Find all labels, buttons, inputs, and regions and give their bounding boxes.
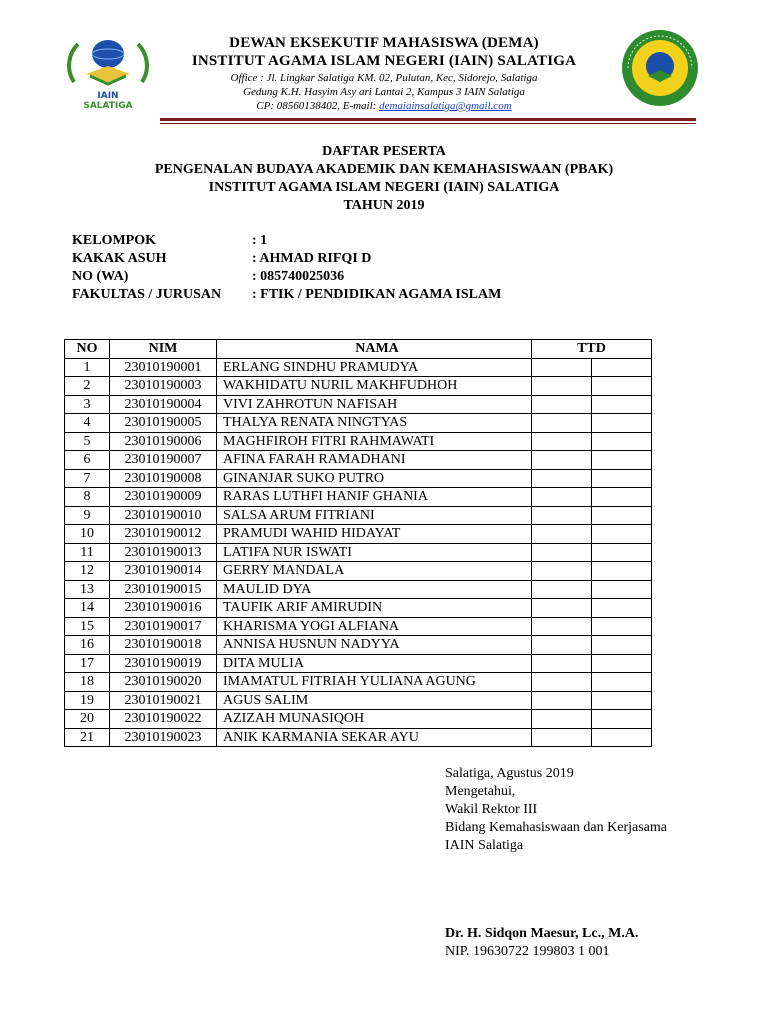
- row-nama: PRAMUDI WAHID HIDAYAT: [217, 525, 532, 544]
- row-ttd-left: [532, 469, 592, 488]
- row-no: 8: [65, 488, 110, 507]
- row-ttd-left: [532, 691, 592, 710]
- row-nim: 23010190001: [110, 358, 217, 377]
- table-row: [65, 599, 652, 618]
- faculty-value: : FTIK / PENDIDIKAN AGAMA ISLAM: [252, 287, 502, 302]
- group-value: : 1: [252, 233, 268, 248]
- row-nim: 23010190007: [110, 451, 217, 470]
- row-ttd-left: [532, 728, 592, 747]
- row-ttd-left: [532, 636, 592, 655]
- row-nama: WAKHIDATU NURIL MAKHFUDHOH: [217, 377, 532, 396]
- row-ttd-right: [592, 543, 652, 562]
- row-no: 9: [65, 506, 110, 525]
- row-nim: 23010190017: [110, 617, 217, 636]
- row-ttd-right: [592, 562, 652, 581]
- row-no: 3: [65, 395, 110, 414]
- table-body: [65, 358, 652, 747]
- table-header-row: [65, 340, 652, 359]
- organization-name: DEWAN EKSEKUTIF MAHASISWA (DEMA): [229, 35, 539, 51]
- row-ttd-left: [532, 451, 592, 470]
- row-ttd-right: [592, 525, 652, 544]
- row-no: 7: [65, 469, 110, 488]
- header-no: NO: [65, 340, 110, 359]
- header-divider-thin: [160, 123, 696, 124]
- row-nim: 23010190023: [110, 728, 217, 747]
- row-ttd-right: [592, 654, 652, 673]
- table-row: [65, 358, 652, 377]
- row-no: 1: [65, 358, 110, 377]
- row-ttd-left: [532, 377, 592, 396]
- row-nim: 23010190006: [110, 432, 217, 451]
- row-nim: 23010190015: [110, 580, 217, 599]
- table-row: [65, 395, 652, 414]
- table-row: [65, 617, 652, 636]
- row-nama: LATIFA NUR ISWATI: [217, 543, 532, 562]
- row-nama: ERLANG SINDHU PRAMUDYA: [217, 358, 532, 377]
- row-no: 17: [65, 654, 110, 673]
- table-row: [65, 691, 652, 710]
- row-nim: 23010190020: [110, 673, 217, 692]
- row-ttd-right: [592, 358, 652, 377]
- year-title: TAHUN 2019: [343, 198, 425, 213]
- row-ttd-right: [592, 673, 652, 692]
- header-ttd: TTD: [532, 340, 652, 359]
- header-nim: NIM: [110, 340, 217, 359]
- signatory-nip: NIP. 19630722 199803 1 001: [445, 944, 610, 959]
- row-nama: ANNISA HUSNUN NADYYA: [217, 636, 532, 655]
- row-nim: 23010190008: [110, 469, 217, 488]
- table-row: [65, 377, 652, 396]
- row-no: 20: [65, 710, 110, 729]
- row-nama: GINANJAR SUKO PUTRO: [217, 469, 532, 488]
- signature-position: Wakil Rektor III: [445, 802, 538, 817]
- signatory-name: Dr. H. Sidqon Maesur, Lc., M.A.: [445, 926, 639, 941]
- whatsapp-label: NO (WA): [72, 269, 129, 284]
- row-no: 21: [65, 728, 110, 747]
- row-nama: AFINA FARAH RAMADHANI: [217, 451, 532, 470]
- row-nama: SALSA ARUM FITRIANI: [217, 506, 532, 525]
- contact-line: [0, 100, 768, 112]
- table-row: [65, 728, 652, 747]
- row-ttd-right: [592, 377, 652, 396]
- row-ttd-right: [592, 728, 652, 747]
- table-row: [65, 580, 652, 599]
- row-ttd-right: [592, 506, 652, 525]
- row-no: 10: [65, 525, 110, 544]
- row-nama: MAULID DYA: [217, 580, 532, 599]
- header-nama: NAMA: [217, 340, 532, 359]
- row-ttd-right: [592, 451, 652, 470]
- row-nim: 23010190012: [110, 525, 217, 544]
- row-nim: 23010190004: [110, 395, 217, 414]
- row-no: 14: [65, 599, 110, 618]
- mentor-label: KAKAK ASUH: [72, 251, 167, 266]
- row-ttd-right: [592, 580, 652, 599]
- row-ttd-left: [532, 543, 592, 562]
- row-nim: 23010190018: [110, 636, 217, 655]
- row-nim: 23010190014: [110, 562, 217, 581]
- row-no: 12: [65, 562, 110, 581]
- row-ttd-right: [592, 469, 652, 488]
- row-ttd-left: [532, 654, 592, 673]
- row-nim: 23010190019: [110, 654, 217, 673]
- row-ttd-left: [532, 395, 592, 414]
- table-row: [65, 432, 652, 451]
- row-no: 16: [65, 636, 110, 655]
- row-nama: MAGHFIROH FITRI RAHMAWATI: [217, 432, 532, 451]
- row-ttd-left: [532, 525, 592, 544]
- row-nama: VIVI ZAHROTUN NAFISAH: [217, 395, 532, 414]
- row-no: 15: [65, 617, 110, 636]
- row-ttd-right: [592, 710, 652, 729]
- row-ttd-left: [532, 562, 592, 581]
- table-row: [65, 562, 652, 581]
- row-ttd-left: [532, 673, 592, 692]
- row-ttd-left: [532, 414, 592, 433]
- whatsapp-value: : 085740025036: [252, 269, 345, 284]
- table-row: [65, 543, 652, 562]
- header-divider: [160, 118, 696, 121]
- row-nama: GERRY MANDALA: [217, 562, 532, 581]
- row-nama: TAUFIK ARIF AMIRUDIN: [217, 599, 532, 618]
- signature-department: Bidang Kemahasiswaan dan Kerjasama: [445, 820, 667, 835]
- row-nim: 23010190022: [110, 710, 217, 729]
- row-ttd-right: [592, 691, 652, 710]
- table-row: [65, 654, 652, 673]
- table-row: [65, 506, 652, 525]
- svg-text:SALATIGA: SALATIGA: [83, 101, 133, 110]
- row-nama: IMAMATUL FITRIAH YULIANA AGUNG: [217, 673, 532, 692]
- table-row: [65, 414, 652, 433]
- row-ttd-right: [592, 599, 652, 618]
- row-ttd-right: [592, 636, 652, 655]
- institution-name: INSTITUT AGAMA ISLAM NEGERI (IAIN) SALATIGA: [191, 53, 577, 69]
- row-no: 13: [65, 580, 110, 599]
- row-ttd-left: [532, 599, 592, 618]
- row-nim: 23010190013: [110, 543, 217, 562]
- building-address: Gedung K.H. Hasyim Asy ari Lantai 2, Kampus 3 IAIN Salatiga: [243, 86, 525, 98]
- row-ttd-left: [532, 580, 592, 599]
- row-no: 18: [65, 673, 110, 692]
- table-row: [65, 710, 652, 729]
- table-row: [65, 488, 652, 507]
- row-ttd-right: [592, 432, 652, 451]
- signature-place-date: Salatiga, Agustus 2019: [445, 766, 574, 781]
- table-row: [65, 525, 652, 544]
- row-ttd-left: [532, 488, 592, 507]
- row-ttd-left: [532, 506, 592, 525]
- table-row: [65, 451, 652, 470]
- row-ttd-right: [592, 488, 652, 507]
- row-ttd-right: [592, 395, 652, 414]
- svg-text:IAIN: IAIN: [97, 91, 119, 101]
- row-nama: ANIK KARMANIA SEKAR AYU: [217, 728, 532, 747]
- row-nama: KHARISMA YOGI ALFIANA: [217, 617, 532, 636]
- office-address: Office : Jl. Lingkar Salatiga KM. 02, Pulutan, Kec, Sidorejo, Salatiga: [230, 72, 538, 84]
- participant-table: [64, 339, 652, 747]
- row-nim: 23010190003: [110, 377, 217, 396]
- table-row: [65, 469, 652, 488]
- row-ttd-left: [532, 710, 592, 729]
- row-nama: DITA MULIA: [217, 654, 532, 673]
- row-no: 4: [65, 414, 110, 433]
- row-nim: 23010190005: [110, 414, 217, 433]
- row-ttd-left: [532, 358, 592, 377]
- row-nama: RARAS LUTHFI HANIF GHANIA: [217, 488, 532, 507]
- signature-acknowledged: Mengetahui,: [445, 784, 516, 799]
- row-nama: AGUS SALIM: [217, 691, 532, 710]
- row-no: 2: [65, 377, 110, 396]
- row-no: 5: [65, 432, 110, 451]
- document-title: DAFTAR PESERTA: [322, 144, 446, 159]
- mentor-value: : AHMAD RIFQI D: [252, 251, 372, 266]
- row-no: 19: [65, 691, 110, 710]
- row-nim: 23010190009: [110, 488, 217, 507]
- contact-prefix: CP: 08560138402, E-mail:: [256, 100, 380, 112]
- signature-institution: IAIN Salatiga: [445, 838, 524, 853]
- row-no: 11: [65, 543, 110, 562]
- row-ttd-right: [592, 617, 652, 636]
- institution-title: INSTITUT AGAMA ISLAM NEGERI (IAIN) SALATIGA: [208, 180, 560, 195]
- group-label: KELOMPOK: [72, 233, 156, 248]
- row-ttd-left: [532, 617, 592, 636]
- row-ttd-right: [592, 414, 652, 433]
- table-row: [65, 636, 652, 655]
- row-no: 6: [65, 451, 110, 470]
- row-nim: 23010190010: [110, 506, 217, 525]
- row-nama: AZIZAH MUNASIQOH: [217, 710, 532, 729]
- row-nama: THALYA RENATA NINGTYAS: [217, 414, 532, 433]
- row-nim: 23010190021: [110, 691, 217, 710]
- row-nim: 23010190016: [110, 599, 217, 618]
- email-link[interactable]: demaiainsalatiga@gmail.com: [379, 100, 512, 112]
- event-title: PENGENALAN BUDAYA AKADEMIK DAN KEMAHASISWAAN (PBAK): [154, 162, 614, 177]
- faculty-label: FAKULTAS / JURUSAN: [72, 287, 222, 302]
- table-row: [65, 673, 652, 692]
- row-ttd-left: [532, 432, 592, 451]
